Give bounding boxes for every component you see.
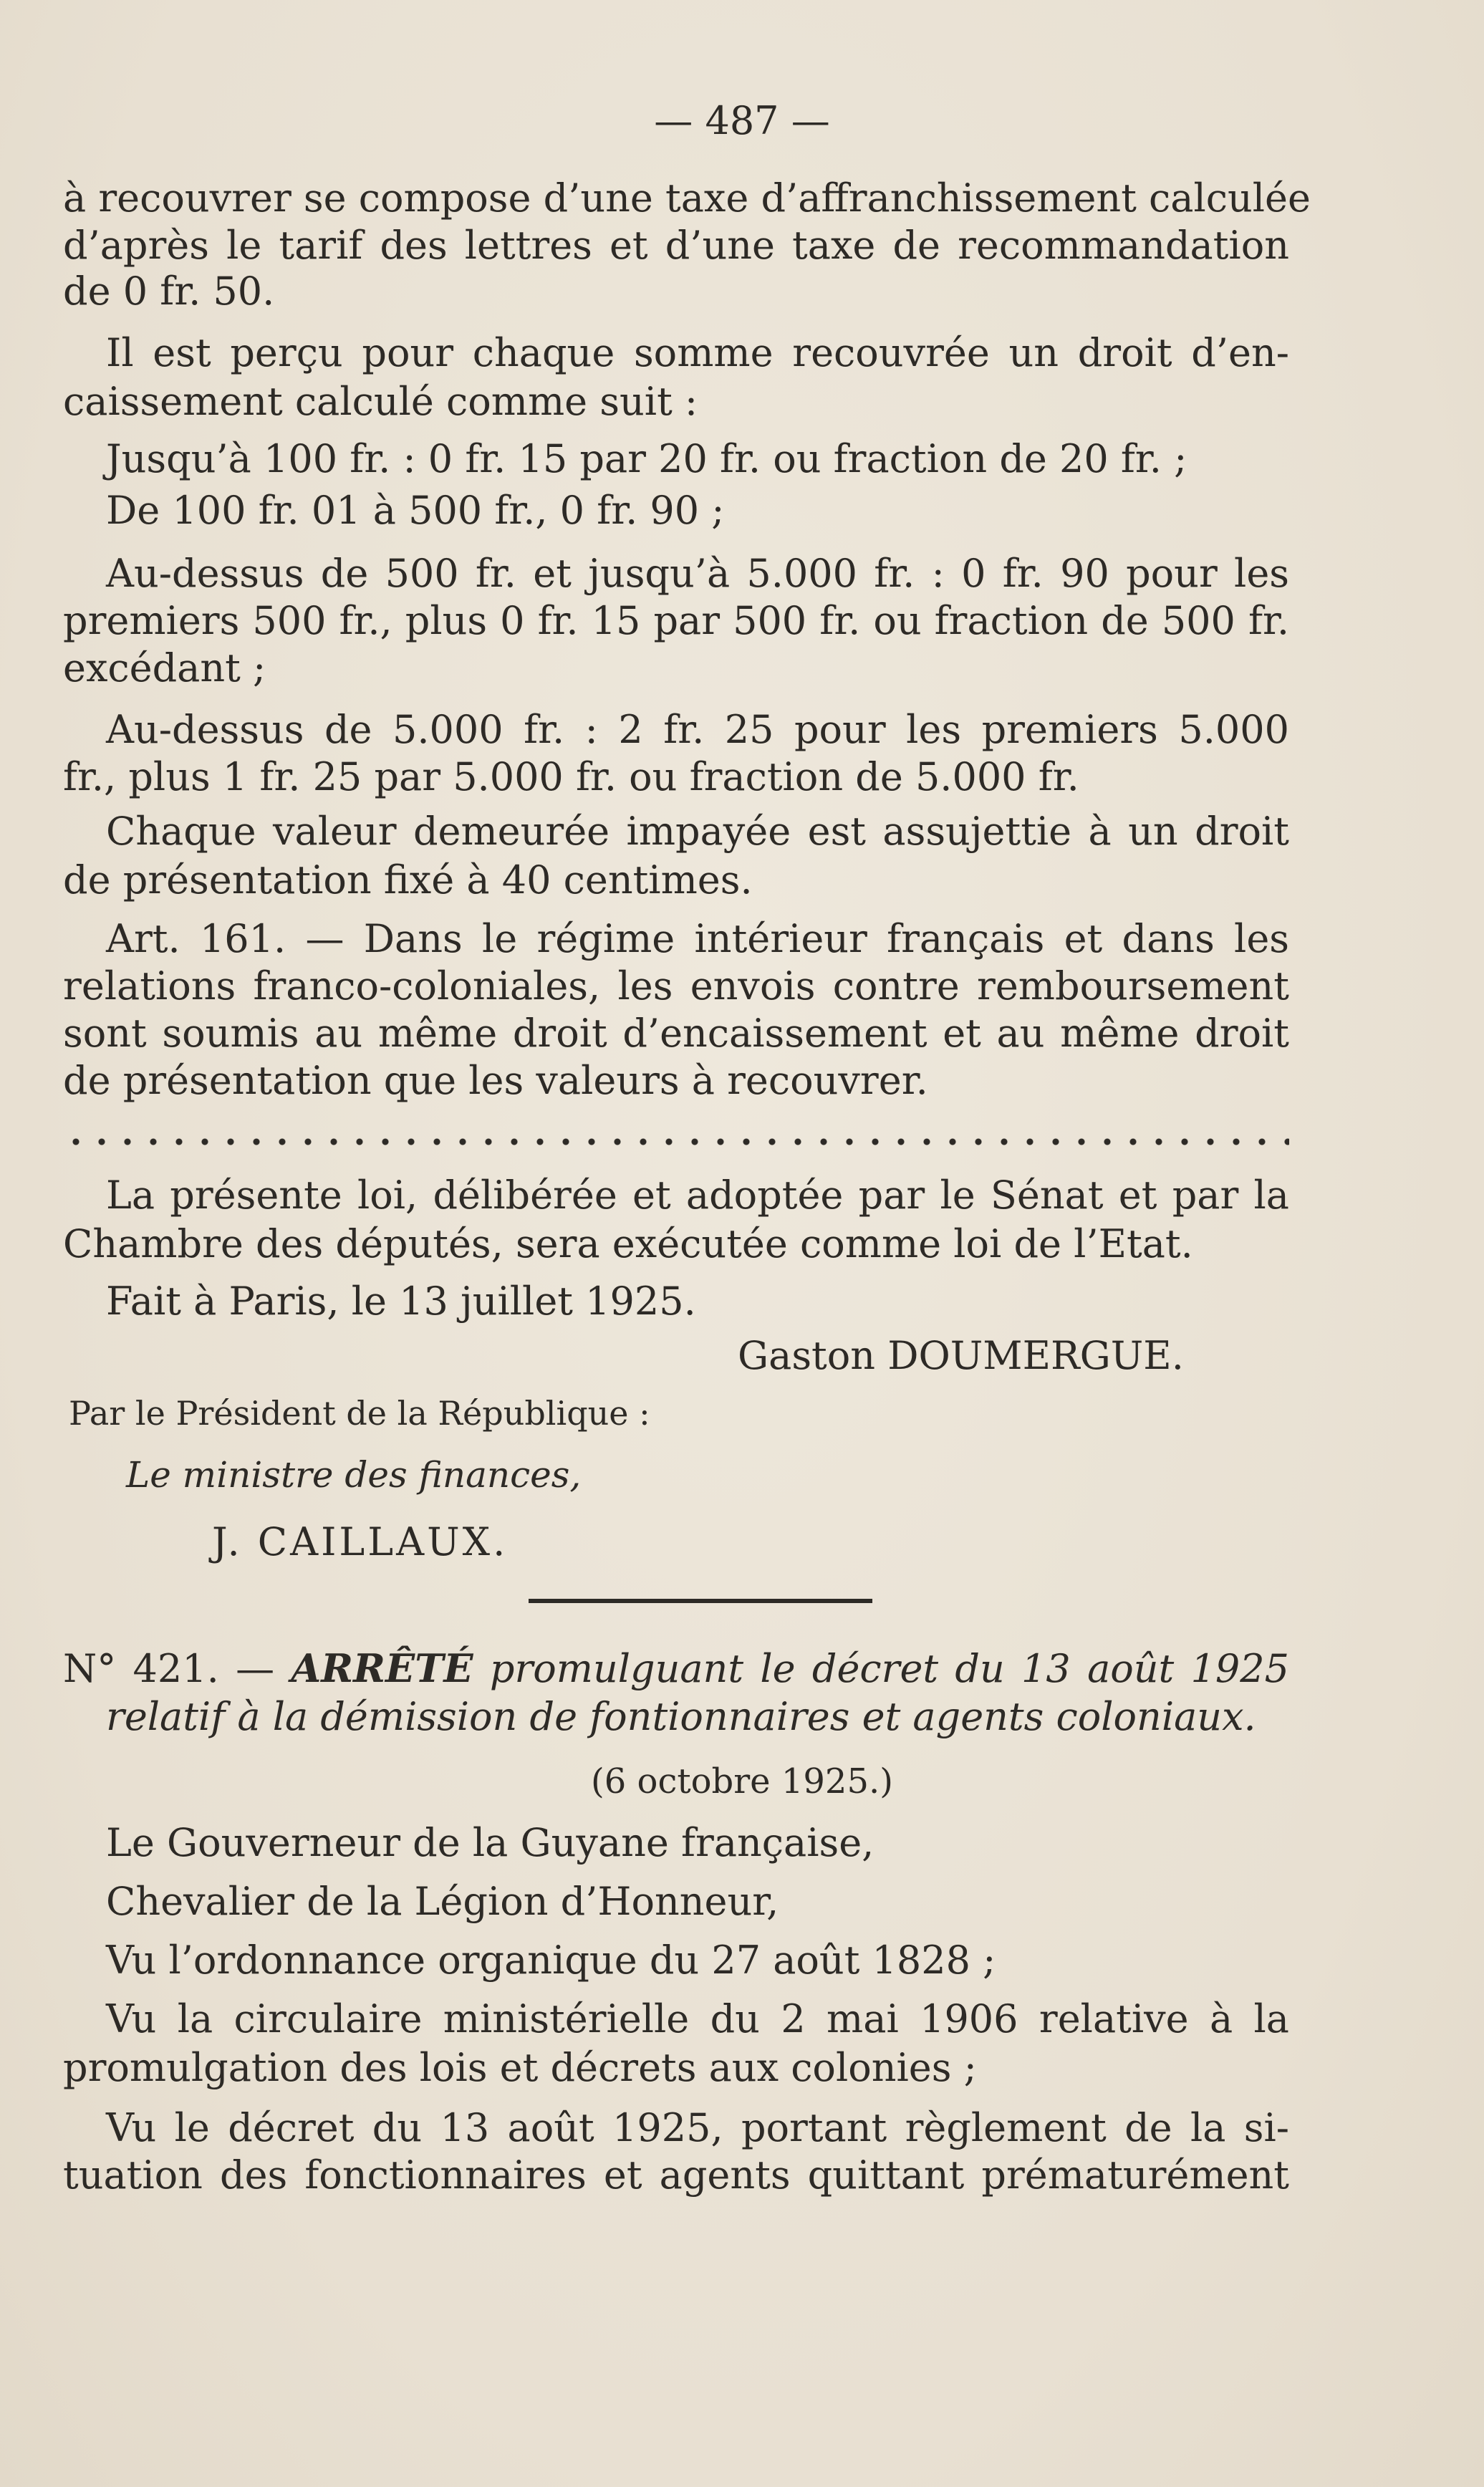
text-line: à recouvrer se compose d’une taxe d’affranchissement calculée bbox=[63, 175, 1311, 221]
text-line: Vu le décret du 13 août 1925, portant règlement de la si- bbox=[106, 2105, 1289, 2150]
text-line: La présente loi, délibérée et adoptée par le Sénat et par la bbox=[106, 1173, 1289, 1218]
text-line: De 100 fr. 01 à 500 fr., 0 fr. 90 ; bbox=[106, 488, 725, 533]
minister-name: J. CAILLAUX. bbox=[212, 1519, 509, 1564]
text-line: de présentation fixé à 40 centimes. bbox=[63, 857, 753, 903]
text-line: Art. 161. — Dans le régime intérieur français et dans les bbox=[106, 916, 1289, 961]
text-line: tuation des fonctionnaires et agents quittant prématurément bbox=[63, 2152, 1289, 2198]
text-line: d’après le tarif des lettres et d’une taxe de recommandation bbox=[63, 223, 1289, 268]
arrete-kind: ARRÊTÉ bbox=[291, 1645, 473, 1691]
arrete-number: N° 421. — bbox=[63, 1646, 275, 1691]
text-line: excédant ; bbox=[63, 645, 266, 691]
text-line: Fait à Paris, le 13 juillet 1925. bbox=[106, 1279, 696, 1324]
arrete-title-line2: relatif à la démission de fontionnaires et agents coloniaux. bbox=[106, 1694, 1256, 1739]
arrete-heading-line bbox=[63, 1645, 1289, 1693]
page-number: — 487 — bbox=[654, 98, 830, 143]
text-line: Vu la circulaire ministérielle du 2 mai 1906 relative à la bbox=[106, 1996, 1289, 2041]
dotted-separator bbox=[63, 1137, 1289, 1146]
text-line: de présentation que les valeurs à recouvrer. bbox=[63, 1058, 928, 1103]
text-line: de 0 fr. 50. bbox=[63, 269, 275, 314]
text-line: fr., plus 1 fr. 25 par 5.000 fr. ou fraction de 5.000 fr. bbox=[63, 754, 1079, 799]
text-line: sont soumis au même droit d’encaissement et au même droit bbox=[63, 1011, 1289, 1056]
text-line: Il est perçu pour chaque somme recouvrée un droit d’en- bbox=[106, 330, 1289, 375]
arrete-date: (6 octobre 1925.) bbox=[591, 1761, 893, 1801]
section-rule bbox=[529, 1599, 872, 1603]
text-line: Vu l’ordonnance organique du 27 août 1828 ; bbox=[106, 1938, 996, 1983]
text-line: Au-dessus de 5.000 fr. : 2 fr. 25 pour les premiers 5.000 bbox=[106, 707, 1289, 752]
text-line: Chaque valeur demeurée impayée est assujettie à un droit bbox=[106, 809, 1289, 854]
text-line: Chambre des députés, sera exécutée comme loi de l’Etat. bbox=[63, 1221, 1193, 1266]
signatory: Gaston DOUMERGUE. bbox=[738, 1333, 1184, 1378]
minister-title: Le ministre des finances, bbox=[126, 1454, 582, 1496]
arrete-title: promulguant le décret du 13 août 1925 bbox=[489, 1646, 1289, 1691]
text-line: Jusqu’à 100 fr. : 0 fr. 15 par 20 fr. ou fraction de 20 fr. ; bbox=[106, 436, 1187, 481]
text-line: Au-dessus de 500 fr. et jusqu’à 5.000 fr. : 0 fr. 90 pour les bbox=[106, 551, 1289, 596]
text-line: caissement calculé comme suit : bbox=[63, 379, 698, 424]
by-president: Par le Président de la République : bbox=[69, 1394, 650, 1433]
text-line: premiers 500 fr., plus 0 fr. 15 par 500 fr. ou fraction de 500 fr. bbox=[63, 598, 1289, 643]
text-line: promulgation des lois et décrets aux colonies ; bbox=[63, 2045, 977, 2090]
distinction: Chevalier de la Légion d’Honneur, bbox=[106, 1879, 779, 1924]
text-line: relations franco-coloniales, les envois contre remboursement bbox=[63, 963, 1289, 1009]
governor: Le Gouverneur de la Guyane française, bbox=[106, 1820, 874, 1865]
